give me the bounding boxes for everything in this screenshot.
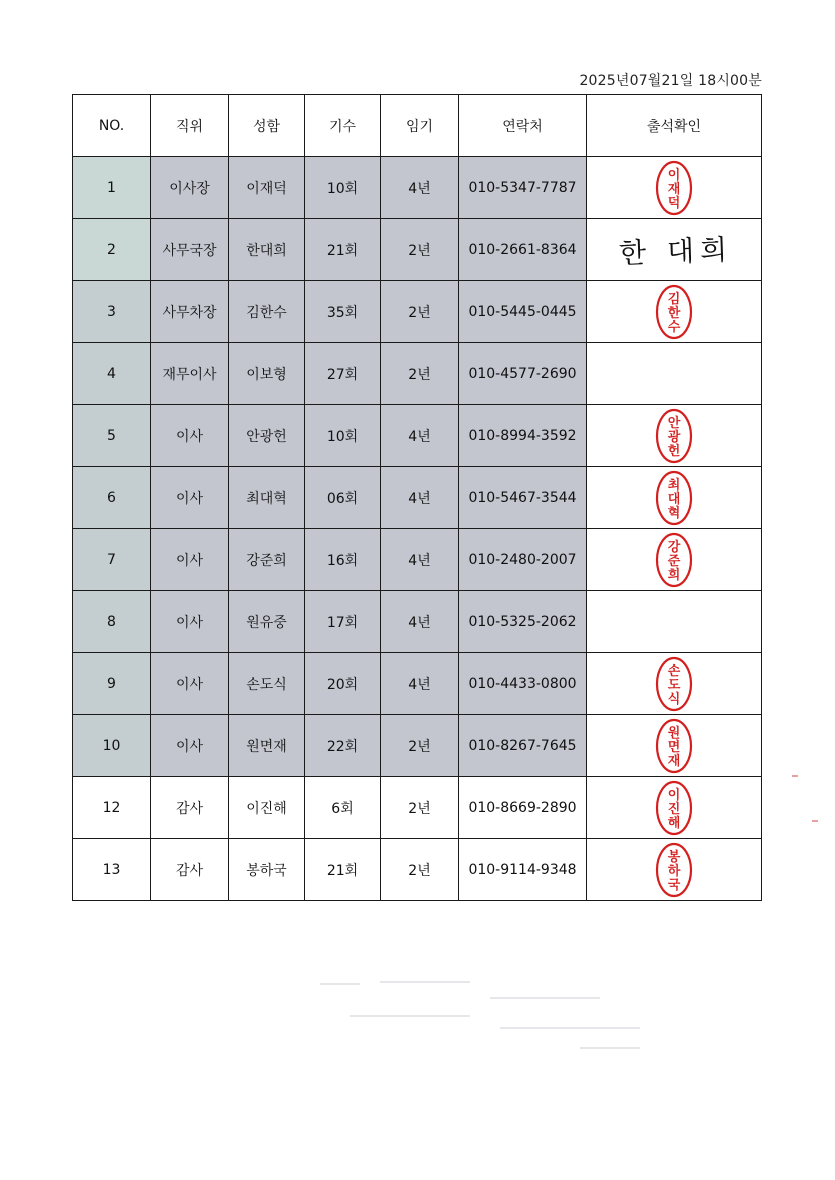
cell-cohort: 27회 xyxy=(305,343,381,405)
cell-no: 3 xyxy=(73,281,151,343)
stamp-character: 최 xyxy=(667,477,681,493)
stamp-character: 이 xyxy=(667,787,681,803)
cell-phone: 010-5325-2062 xyxy=(459,591,587,653)
stamp-character: 해 xyxy=(667,815,681,831)
cell-term: 2년 xyxy=(381,777,459,839)
stamp-character: 면 xyxy=(667,739,681,755)
table-row xyxy=(73,343,762,405)
cell-name: 김한수 xyxy=(229,281,305,343)
cell-attendance-check xyxy=(587,777,762,839)
stamp-character: 수 xyxy=(667,319,681,335)
column-header-no: NO. xyxy=(73,95,151,157)
stamp-character: 안 xyxy=(667,415,681,431)
stamp-character: 덕 xyxy=(667,195,681,211)
cell-term: 4년 xyxy=(381,157,459,219)
table-row xyxy=(73,653,762,715)
table-row xyxy=(73,157,762,219)
cell-attendance-check xyxy=(587,405,762,467)
stamp-character: 도 xyxy=(667,677,681,693)
stamp-character: 재 xyxy=(667,753,681,769)
column-header-position: 직위 xyxy=(151,95,229,157)
cell-phone: 010-4577-2690 xyxy=(459,343,587,405)
cell-term: 2년 xyxy=(381,839,459,901)
cell-phone: 010-2661-8364 xyxy=(459,219,587,281)
cell-attendance-check xyxy=(587,715,762,777)
cell-position: 이사 xyxy=(151,591,229,653)
stamp-character: 이 xyxy=(667,167,681,183)
stamp-character: 국 xyxy=(667,877,681,893)
table-row xyxy=(73,777,762,839)
cell-term: 2년 xyxy=(381,219,459,281)
table-header-row xyxy=(73,95,762,157)
cell-no: 1 xyxy=(73,157,151,219)
cell-cohort: 35회 xyxy=(305,281,381,343)
stamp-character: 식 xyxy=(667,691,681,707)
stamp-character: 하 xyxy=(667,863,681,879)
cell-cohort: 10회 xyxy=(305,405,381,467)
stamp-character: 준 xyxy=(667,553,681,569)
attendance-table xyxy=(72,94,762,901)
cell-phone: 010-8267-7645 xyxy=(459,715,587,777)
cell-term: 2년 xyxy=(381,343,459,405)
cell-name: 손도식 xyxy=(229,653,305,715)
table-row xyxy=(73,281,762,343)
stamp-character: 재 xyxy=(667,181,681,197)
cell-name: 안광헌 xyxy=(229,405,305,467)
cell-no: 4 xyxy=(73,343,151,405)
cell-phone: 010-5347-7787 xyxy=(459,157,587,219)
table-row xyxy=(73,219,762,281)
cell-phone: 010-2480-2007 xyxy=(459,529,587,591)
cell-cohort: 21회 xyxy=(305,219,381,281)
cell-term: 2년 xyxy=(381,715,459,777)
stamp-character: 한 xyxy=(667,305,681,321)
cell-attendance-check xyxy=(587,839,762,901)
cell-position: 재무이사 xyxy=(151,343,229,405)
stamp-character: 헌 xyxy=(667,443,681,459)
stamp-character: 원 xyxy=(667,725,681,741)
cell-position: 감사 xyxy=(151,777,229,839)
table-row xyxy=(73,839,762,901)
scan-artifact xyxy=(310,975,670,1065)
cell-name: 최대혁 xyxy=(229,467,305,529)
stamp-character: 손 xyxy=(667,663,681,679)
cell-attendance-check xyxy=(587,343,762,405)
cell-term: 4년 xyxy=(381,405,459,467)
cell-position: 이사 xyxy=(151,715,229,777)
table-row xyxy=(73,529,762,591)
stamp-character: 광 xyxy=(667,429,681,445)
cell-no: 8 xyxy=(73,591,151,653)
scan-red-tick xyxy=(812,820,818,822)
scan-smudge-icon xyxy=(310,975,670,1065)
cell-name: 이보형 xyxy=(229,343,305,405)
column-header-attendance: 출석확인 xyxy=(587,95,762,157)
cell-name: 이재덕 xyxy=(229,157,305,219)
cell-name: 강준희 xyxy=(229,529,305,591)
cell-phone: 010-5467-3544 xyxy=(459,467,587,529)
red-seal-stamp-icon xyxy=(654,779,694,837)
stamp-character: 진 xyxy=(667,801,681,817)
cell-no: 5 xyxy=(73,405,151,467)
column-header-cohort: 기수 xyxy=(305,95,381,157)
red-seal-stamp-icon xyxy=(654,717,694,775)
cell-position: 감사 xyxy=(151,839,229,901)
red-seal-stamp-icon xyxy=(654,469,694,527)
cell-attendance-check xyxy=(587,591,762,653)
cell-phone: 010-4433-0800 xyxy=(459,653,587,715)
cell-attendance-check xyxy=(587,467,762,529)
cell-no: 9 xyxy=(73,653,151,715)
handwritten-signature: 한 대희 xyxy=(618,232,734,270)
stamp-character: 강 xyxy=(667,539,681,555)
cell-name: 원면재 xyxy=(229,715,305,777)
cell-attendance-check xyxy=(587,281,762,343)
cell-cohort: 06회 xyxy=(305,467,381,529)
cell-no: 7 xyxy=(73,529,151,591)
red-seal-stamp-icon xyxy=(654,159,694,217)
cell-name: 봉하국 xyxy=(229,839,305,901)
cell-position: 이사장 xyxy=(151,157,229,219)
cell-position: 이사 xyxy=(151,653,229,715)
red-seal-stamp-icon xyxy=(654,655,694,713)
stamp-character: 희 xyxy=(667,567,681,583)
cell-no: 2 xyxy=(73,219,151,281)
cell-position: 이사 xyxy=(151,467,229,529)
cell-no: 12 xyxy=(73,777,151,839)
cell-phone: 010-8669-2890 xyxy=(459,777,587,839)
cell-position: 이사 xyxy=(151,405,229,467)
cell-cohort: 22회 xyxy=(305,715,381,777)
cell-name: 원유중 xyxy=(229,591,305,653)
cell-attendance-check xyxy=(587,157,762,219)
red-seal-stamp-icon xyxy=(654,841,694,899)
cell-term: 4년 xyxy=(381,653,459,715)
column-header-name: 성함 xyxy=(229,95,305,157)
cell-name: 한대희 xyxy=(229,219,305,281)
cell-cohort: 10회 xyxy=(305,157,381,219)
stamp-character: 봉 xyxy=(667,849,681,865)
stamp-character: 대 xyxy=(667,491,681,507)
table-row xyxy=(73,405,762,467)
table-row xyxy=(73,591,762,653)
stamp-character: 혁 xyxy=(667,505,681,521)
cell-phone: 010-5445-0445 xyxy=(459,281,587,343)
cell-term: 4년 xyxy=(381,529,459,591)
cell-name: 이진해 xyxy=(229,777,305,839)
cell-term: 2년 xyxy=(381,281,459,343)
table-body xyxy=(73,157,762,901)
cell-no: 13 xyxy=(73,839,151,901)
cell-phone: 010-9114-9348 xyxy=(459,839,587,901)
table-row xyxy=(73,467,762,529)
document-date: 2025년07월21일 18시00분 xyxy=(579,73,762,89)
column-header-term: 임기 xyxy=(381,95,459,157)
scan-red-tick xyxy=(792,775,798,777)
red-seal-stamp-icon xyxy=(654,283,694,341)
table-row xyxy=(73,715,762,777)
cell-no: 6 xyxy=(73,467,151,529)
cell-cohort: 17회 xyxy=(305,591,381,653)
cell-attendance-check xyxy=(587,653,762,715)
cell-attendance-check xyxy=(587,529,762,591)
cell-position: 사무차장 xyxy=(151,281,229,343)
cell-attendance-check xyxy=(587,219,762,281)
cell-no: 10 xyxy=(73,715,151,777)
cell-term: 4년 xyxy=(381,467,459,529)
cell-cohort: 20회 xyxy=(305,653,381,715)
red-seal-stamp-icon xyxy=(654,407,694,465)
cell-position: 사무국장 xyxy=(151,219,229,281)
cell-position: 이사 xyxy=(151,529,229,591)
column-header-phone: 연락처 xyxy=(459,95,587,157)
red-seal-stamp-icon xyxy=(654,531,694,589)
cell-cohort: 21회 xyxy=(305,839,381,901)
stamp-character: 김 xyxy=(667,291,681,307)
cell-cohort: 6회 xyxy=(305,777,381,839)
cell-phone: 010-8994-3592 xyxy=(459,405,587,467)
cell-term: 4년 xyxy=(381,591,459,653)
cell-cohort: 16회 xyxy=(305,529,381,591)
